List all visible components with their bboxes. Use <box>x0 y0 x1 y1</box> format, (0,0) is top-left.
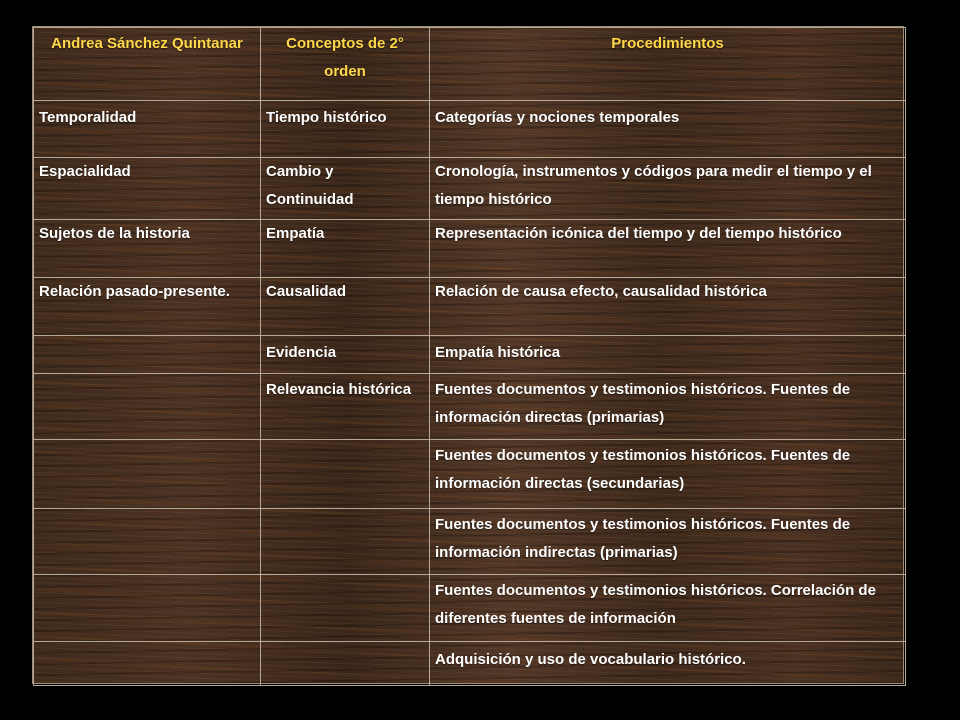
concepts-table <box>33 27 906 686</box>
cell-procedure: Fuentes documentos y testimonios históricos. Fuentes de información indirectas (primarias) <box>430 509 906 575</box>
table-row <box>34 336 906 374</box>
cell-dimension: Relación pasado-presente. <box>34 278 261 336</box>
cell-procedure: Relación de causa efecto, causalidad histórica <box>430 278 906 336</box>
cell-concept: Empatía <box>261 220 430 278</box>
header-concepts: Conceptos de 2° orden <box>261 28 430 101</box>
header-procedures: Procedimientos <box>430 28 906 101</box>
cell-concept: Relevancia histórica <box>261 374 430 440</box>
cell-dimension <box>34 642 261 686</box>
table-row <box>34 509 906 575</box>
cell-procedure: Fuentes documentos y testimonios históricos. Correlación de diferentes fuentes de información <box>430 575 906 642</box>
table-row <box>34 158 906 220</box>
cell-concept <box>261 575 430 642</box>
cell-procedure: Representación icónica del tiempo y del tiempo histórico <box>430 220 906 278</box>
cell-procedure: Categorías y nociones temporales <box>430 101 906 158</box>
cell-concept <box>261 440 430 509</box>
cell-concept: Causalidad <box>261 278 430 336</box>
cell-procedure: Empatía histórica <box>430 336 906 374</box>
table-row <box>34 642 906 686</box>
cell-concept: Cambio y Continuidad <box>261 158 430 220</box>
table-row <box>34 440 906 509</box>
header-author: Andrea Sánchez Quintanar <box>34 28 261 101</box>
cell-procedure: Fuentes documentos y testimonios históricos. Fuentes de información directas (primarias) <box>430 374 906 440</box>
table-row <box>34 374 906 440</box>
table-row <box>34 575 906 642</box>
table-row <box>34 278 906 336</box>
cell-concept: Evidencia <box>261 336 430 374</box>
cell-dimension <box>34 374 261 440</box>
cell-procedure: Fuentes documentos y testimonios históricos. Fuentes de información directas (secundarias) <box>430 440 906 509</box>
cell-procedure: Adquisición y uso de vocabulario histórico. <box>430 642 906 686</box>
cell-dimension: Espacialidad <box>34 158 261 220</box>
cell-concept: Tiempo histórico <box>261 101 430 158</box>
cell-dimension <box>34 336 261 374</box>
cell-concept <box>261 642 430 686</box>
cell-dimension <box>34 440 261 509</box>
cell-concept <box>261 509 430 575</box>
table-row <box>34 220 906 278</box>
cell-dimension: Sujetos de la historia <box>34 220 261 278</box>
table-header-row <box>34 28 906 101</box>
cell-dimension <box>34 575 261 642</box>
cell-dimension <box>34 509 261 575</box>
cell-dimension: Temporalidad <box>34 101 261 158</box>
cell-procedure: Cronología, instrumentos y códigos para medir el tiempo y el tiempo histórico <box>430 158 906 220</box>
content-table-container <box>32 26 904 684</box>
table-row <box>34 101 906 158</box>
